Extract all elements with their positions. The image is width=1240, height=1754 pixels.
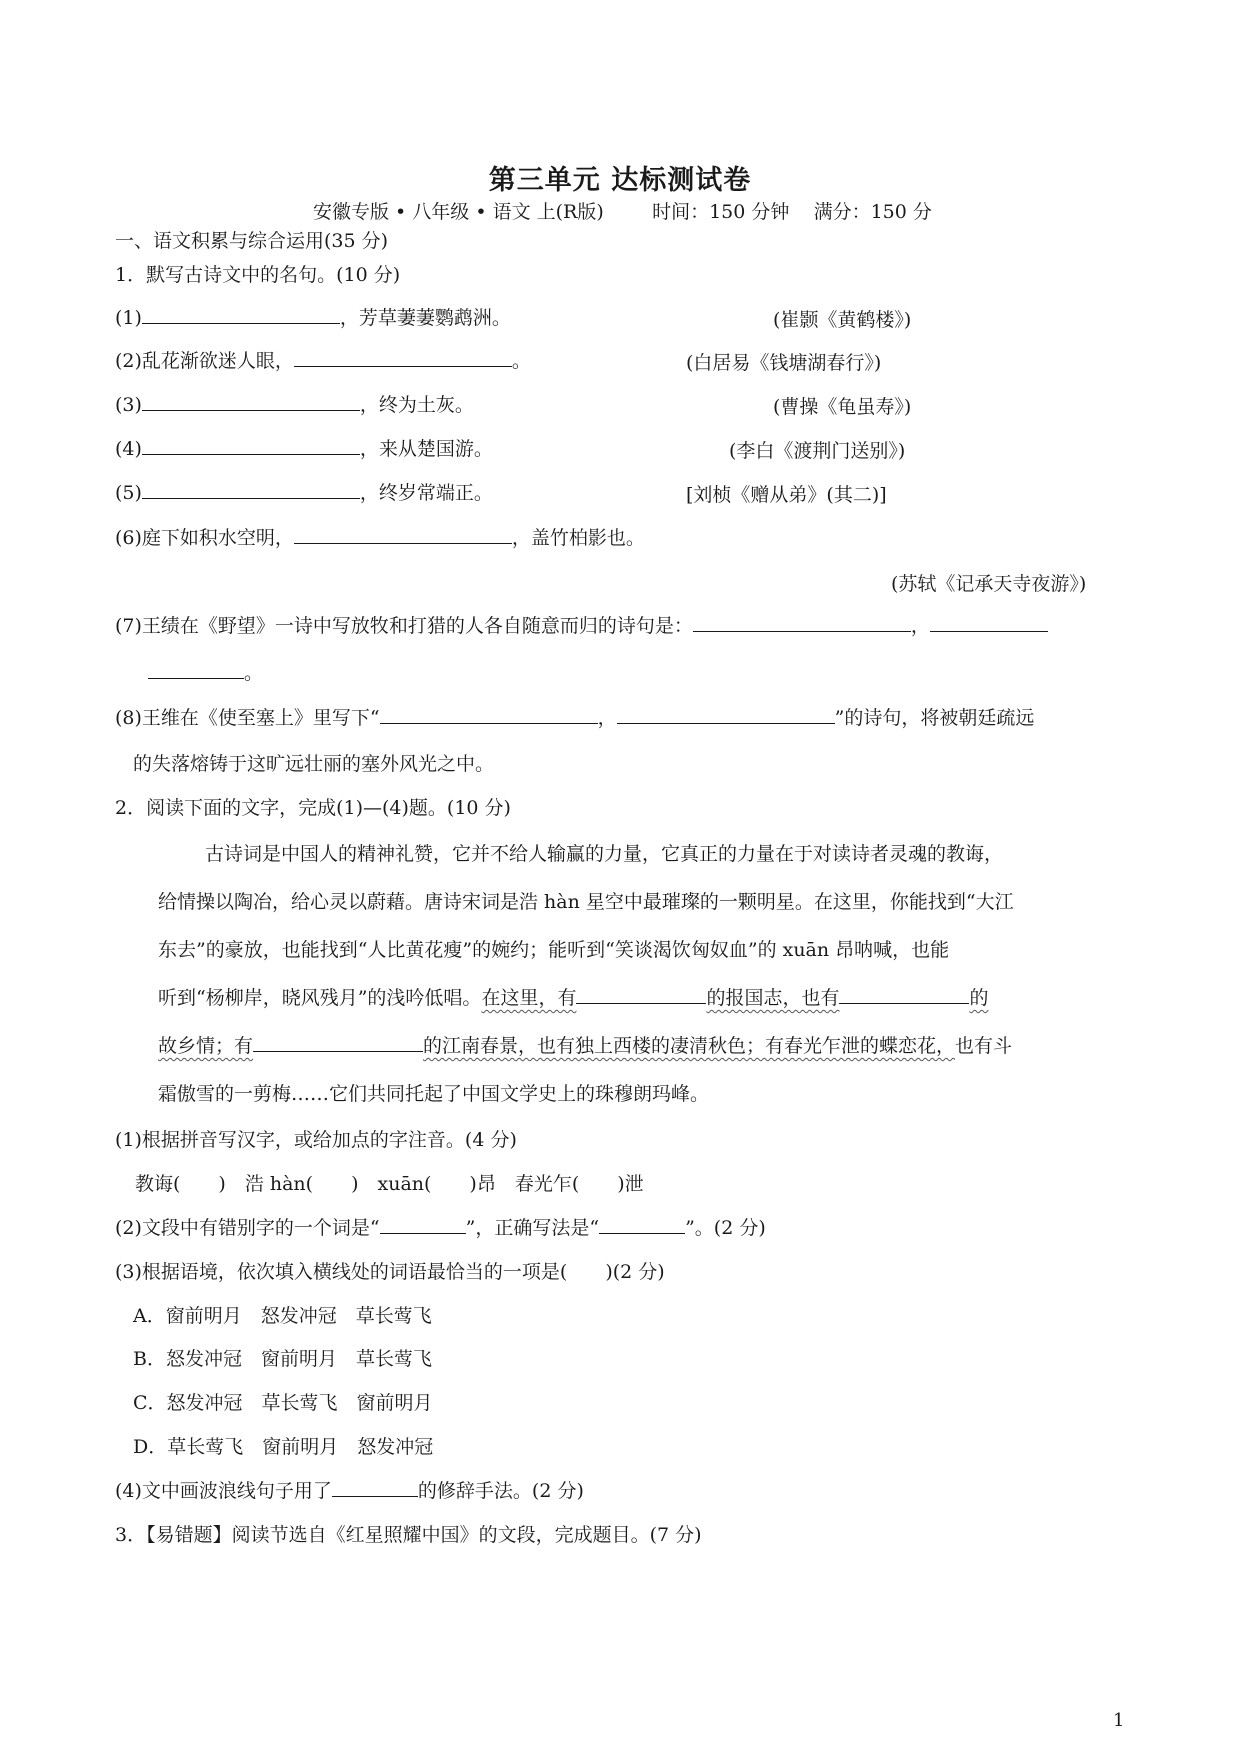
passage-line: 听到“杨柳岸，晓风残月”的浅吟低唱。在这里，有 的报国志，也有 的 (158, 987, 989, 1009)
option-b[interactable]: B．怒发冲冠 窗前明月 草长莺飞 (133, 1348, 432, 1370)
answer-blank[interactable] (142, 392, 360, 411)
time-limit: 时间：150 分钟 (652, 201, 790, 223)
q2-sub1: (1)根据拼音写汉字，或给加点的字注音。(4 分) (115, 1129, 517, 1151)
full-score: 满分：150 分 (813, 201, 932, 223)
answer-blank[interactable] (599, 1215, 685, 1234)
passage-line: 东去”的豪放，也能找到“人比黄花瘦”的婉约；能听到“笑谈渴饮匈奴血”的 xuān 昂呐喊，也能 (158, 939, 950, 961)
answer-blank[interactable] (617, 705, 835, 724)
wavy-sentence: 故乡情；有 的江南春景，也有独上西楼的凄清秋色；有春光乍泄的蝶恋花， (158, 1035, 956, 1057)
q1-item-7: (7)王绩在《野望》一诗中写放牧和打猎的人各自随意而归的诗句是： ， (115, 613, 1048, 639)
answer-blank[interactable] (693, 613, 911, 632)
passage-line: 古诗词是中国人的精神礼赞，它并不给人输赢的力量，它真正的力量在于对读诗者灵魂的教诲， (205, 843, 1004, 865)
question-2-stem: 2．阅读下面的文字，完成(1)—(4)题。(10 分) (115, 797, 511, 819)
answer-blank[interactable] (148, 660, 244, 679)
wavy-sentence: 在这里，有 的报国志，也有 的 (481, 987, 989, 1009)
section-heading: 一、语文积累与综合运用(35 分) (115, 230, 389, 252)
answer-blank[interactable] (253, 1033, 423, 1052)
passage-line: 霜傲雪的一剪梅……它们共同托起了中国文学史上的珠穆朗玛峰。 (158, 1083, 710, 1105)
q1-item-1: (1) ，芳草萋萋鹦鹉洲。 (115, 307, 511, 329)
answer-blank[interactable] (380, 1215, 466, 1234)
answer-blank[interactable] (576, 985, 706, 1004)
q1-item-4-source: (李白《渡荆门送别》) (729, 440, 906, 462)
q1-item-1-source: (崔颢《黄鹤楼》) (773, 309, 912, 331)
q1-item-4: (4) ，来从楚国游。 (115, 438, 493, 460)
q1-item-7-cont: 。 (148, 660, 263, 686)
page-number: 1 (1113, 1710, 1125, 1731)
option-d[interactable]: D．草长莺飞 窗前明月 怒发冲冠 (133, 1436, 434, 1458)
page-title: 第三单元 达标测试卷 (488, 165, 752, 196)
q1-item-3: (3) ，终为土灰。 (115, 394, 474, 416)
q1-item-2-source: (白居易《钱塘湖春行》) (686, 352, 882, 374)
q2-sub4: (4)文中画波浪线句子用了 的修辞手法。(2 分) (115, 1480, 584, 1502)
q1-item-8-cont: 的失落熔铸于这旷远壮丽的塞外风光之中。 (133, 753, 495, 775)
q1-item-6: (6)庭下如积水空明， ，盖竹柏影也。 (115, 527, 645, 549)
passage-line: 给情操以陶冶，给心灵以蔚藉。唐诗宋词是浩 hàn 星空中最璀璨的一颗明星。在这里，你能找到“大江 (158, 891, 1014, 913)
q1-item-6-source: (苏轼《记承天寺夜游》) (891, 573, 1087, 595)
option-c[interactable]: C．怒发冲冠 草长莺飞 窗前明月 (133, 1392, 433, 1414)
option-a[interactable]: A．窗前明月 怒发冲冠 草长莺飞 (133, 1305, 432, 1327)
passage-line: 故乡情；有 的江南春景，也有独上西楼的凄清秋色；有春光乍泄的蝶恋花，也有斗 (158, 1035, 1013, 1057)
answer-blank[interactable] (294, 525, 512, 544)
q1-item-3-source: (曹操《龟虽寿》) (773, 396, 912, 418)
answer-blank[interactable] (294, 348, 512, 367)
q1-item-2: (2)乱花渐欲迷人眼， 。 (115, 350, 531, 372)
q1-item-8: (8)王维在《使至塞上》里写下“ ， ”的诗句，将被朝廷疏远 (115, 707, 1035, 729)
q2-sub1-items: 教诲( ) 浩 hàn( ) xuān( )昂 春光乍( )泄 (135, 1173, 644, 1195)
question-1-stem: 1．默写古诗文中的名句。(10 分) (115, 264, 401, 286)
q1-item-5-source: [刘桢《赠从弟》(其二)] (686, 484, 887, 506)
answer-blank[interactable] (332, 1478, 418, 1497)
answer-blank[interactable] (380, 705, 598, 724)
answer-blank[interactable] (142, 305, 340, 324)
answer-blank[interactable] (839, 985, 969, 1004)
answer-blank[interactable] (142, 480, 360, 499)
q2-sub3: (3)根据语境，依次填入横线处的词语最恰当的一项是( )(2 分) (115, 1261, 665, 1283)
answer-blank[interactable] (930, 613, 1048, 632)
question-3-stem: 3．【易错题】阅读节选自《红星照耀中国》的文段，完成题目。(7 分) (115, 1524, 702, 1546)
answer-blank[interactable] (142, 436, 360, 455)
q1-item-5: (5) ，终岁常端正。 (115, 482, 493, 504)
edition: 安徽专版 • 八年级 • 语文 上(R版) (313, 201, 604, 223)
q2-sub2: (2)文段中有错别字的一个词是“ ”，正确写法是“ ”。(2 分) (115, 1217, 766, 1239)
subtitle (313, 197, 932, 224)
